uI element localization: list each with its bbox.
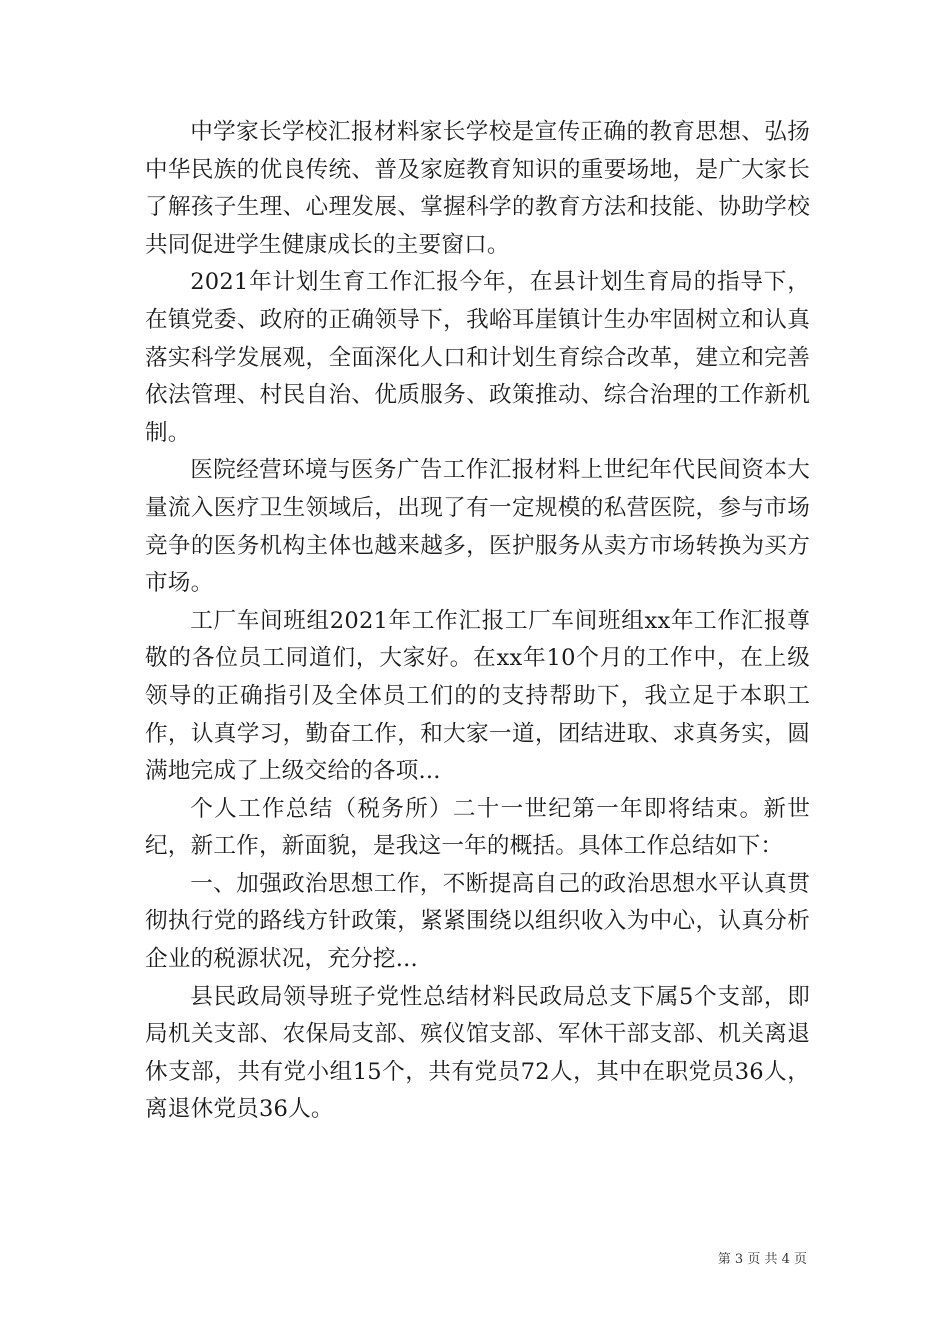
paragraph-hospital-advertising-report: 医院经营环境与医务广告工作汇报材料上世纪年代民间资本大量流入医疗卫生领域后，出现了有一定规模的私营医院，参与市场竞争的医务机构主体也越来越多，医护服务从卖方市场转换为买方市场。	[145, 457, 810, 597]
paragraph-civil-affairs-summary: 县民政局领导班子党性总结材料民政局总支下属5个支部，即局机关支部、农保局支部、殡仪馆支部、军休干部支部、机关离退休支部，共有党小组15个，共有党员72人，其中在职党员36人，离退休党员36人。	[145, 983, 810, 1123]
paragraph-political-work: 一、加强政治思想工作，不断提高自己的政治思想水平认真贯彻执行党的路线方针政策，紧紧围绕以组织收入为中心，认真分析企业的税源状况，充分挖...	[145, 870, 810, 973]
paragraph-family-planning-report: 2021年计划生育工作汇报今年，在县计划生育局的指导下，在镇党委、政府的正确领导下，我峪耳崖镇计生办牢固树立和认真落实科学发展观，全面深化人口和计划生育综合改革，建立和完善依法管理、村民自治、优质服务、政策推动、综合治理的工作新机制。	[145, 269, 810, 446]
document-body	[145, 114, 810, 1129]
paragraph-family-school-report: 中学家长学校汇报材料家长学校是宣传正确的教育思想、弘扬中华民族的优良传统、普及家庭教育知识的重要场地，是广大家长了解孩子生理、心理发展、掌握科学的教育方法和技能、协助学校共同促进学生健康成长的主要窗口。	[145, 119, 810, 258]
paragraph-factory-team-report: 工厂车间班组2021年工作汇报工厂车间班组xx年工作汇报尊敬的各位员工同道们，大家好。在xx年10个月的工作中，在上级领导的正确指引及全体员工们的的支持帮助下，我立足于本职工作，认真学习，勤奋工作，和大家一道，团结进取、求真务实，圆满地完成了上级交给的各项...	[145, 607, 810, 785]
page-number: 第 3 页 共 4 页	[717, 1252, 807, 1267]
paragraph-tax-office-summary: 个人工作总结（税务所）二十一世纪第一年即将结束。新世纪，新工作，新面貌，是我这一年的概括。具体工作总结如下：	[145, 795, 810, 860]
